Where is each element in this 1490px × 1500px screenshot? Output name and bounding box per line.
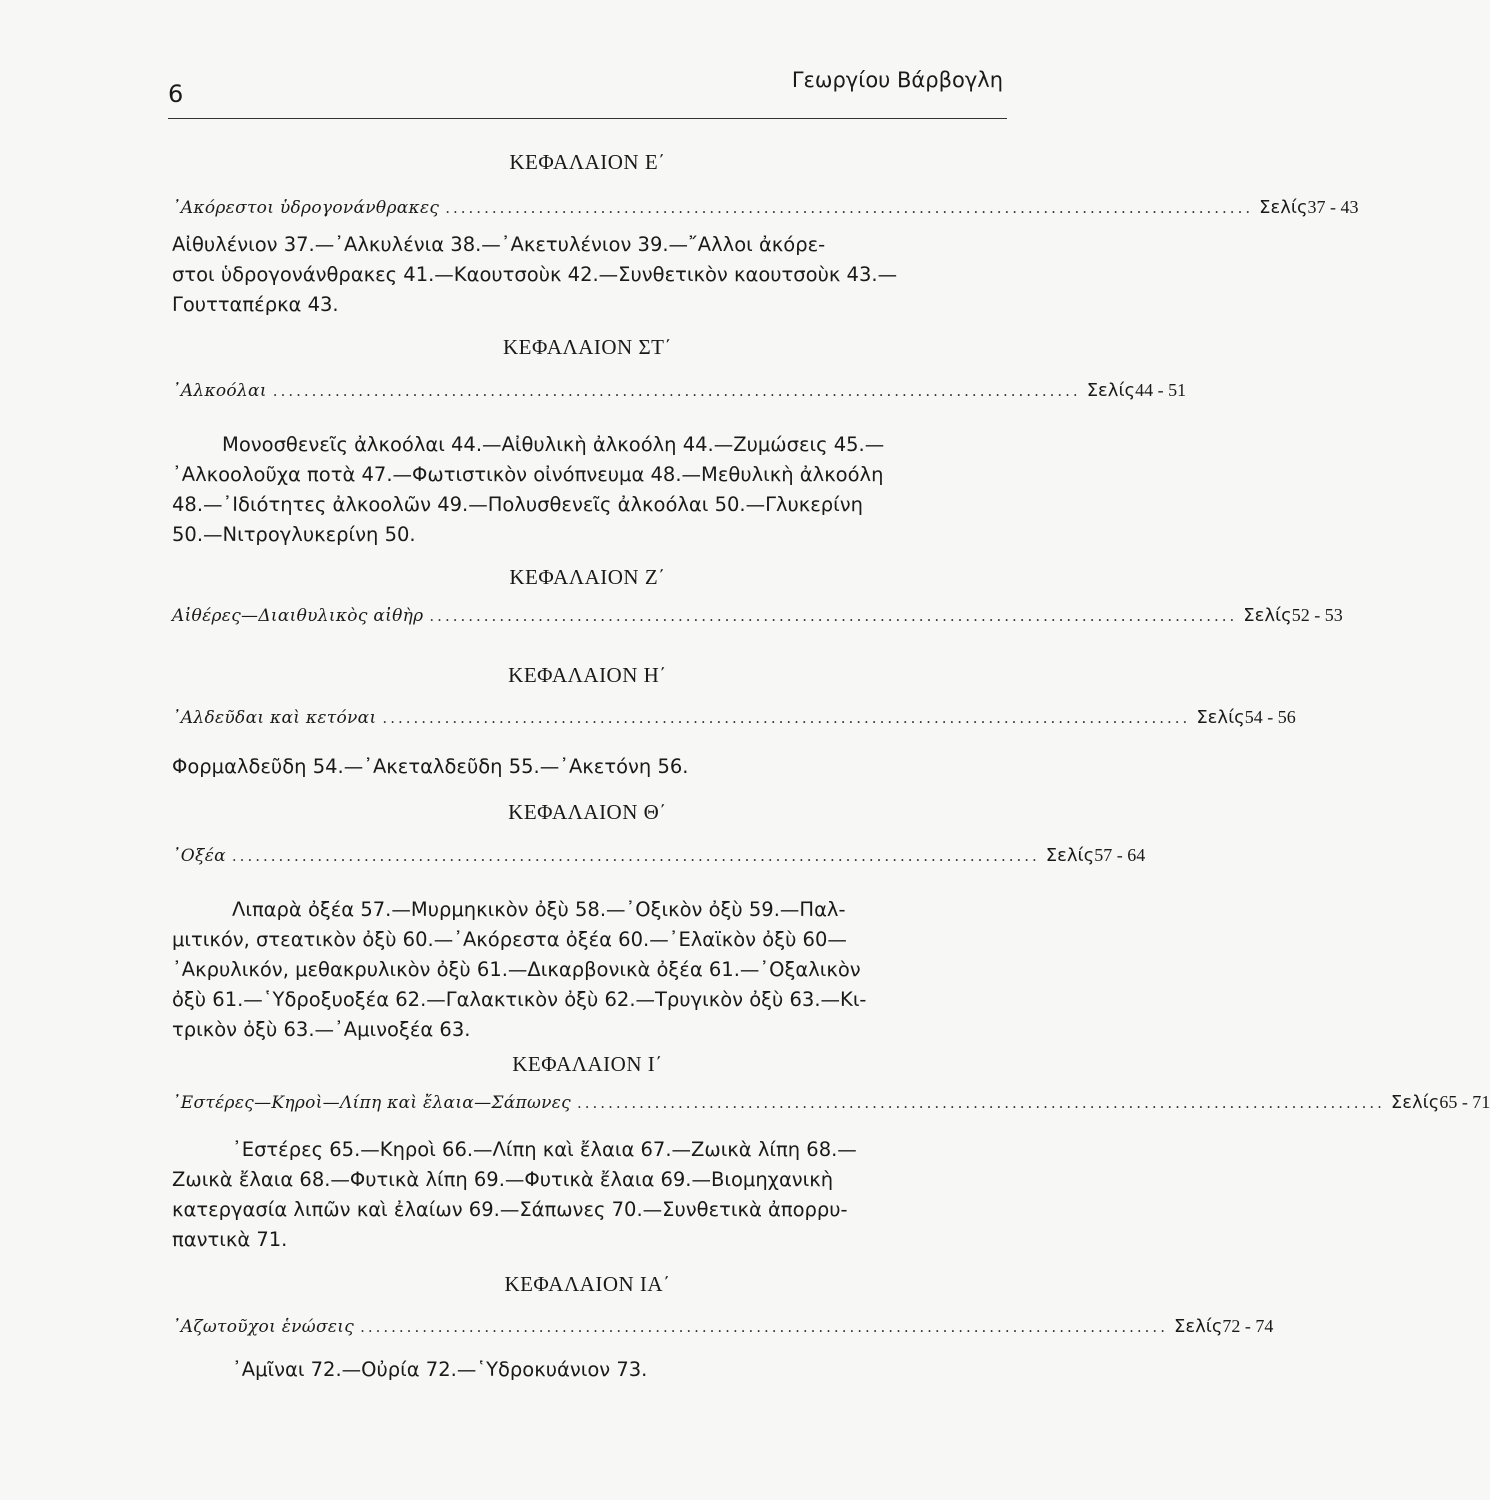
contents-line: 50.—Νιτρογλυκερίνη 50. <box>172 523 416 546</box>
toc-entry <box>172 380 1187 401</box>
header-rule <box>168 118 1007 119</box>
toc-entry <box>172 197 1359 218</box>
chapter-heading: ΚΕΦΑΛΑΙΟΝ Ι΄ <box>512 1052 663 1076</box>
page-number: 6 <box>168 80 184 108</box>
contents-line: ᾽Ακρυλικόν, μεθακρυλικὸν ὀξὺ 61.—Δικαρβονικὰ ὀξέα 61.—᾽Οξαλικὸν <box>172 958 861 981</box>
entry-title: ᾽Ακόρεστοι ὑδρογονάνθρακες <box>172 198 440 218</box>
dot-leader: ........................................................................................................ <box>360 1318 1168 1336</box>
entry-pages: 65 - 71 <box>1439 1092 1490 1112</box>
chapter-contents <box>172 430 910 550</box>
entry-title: ᾽Αζωτοῦχοι ἑνώσεις <box>172 1317 355 1337</box>
contents-line: Μονοσθενεῖς ἀλκοόλαι 44.—Αἰθυλικὴ ἀλκοόλη 44.—Ζυμώσεις 45.— <box>222 433 885 456</box>
contents-line: Αἰθυλένιον 37.—᾽Αλκυλένια 38.—᾽Ακετυλένιον 39.—῎Αλλοι ἀκόρε- <box>172 233 826 256</box>
contents-line: κατεργασία λιπῶν καὶ ἐλαίων 69.—Σάπωνες 70.—Συνθετικὰ ἀπορρυ- <box>172 1198 848 1221</box>
chapter-contents <box>172 1355 910 1385</box>
entry-title: ᾽Αλδεῦδαι καὶ κετόναι <box>172 708 377 728</box>
selis-label: Σελίς <box>1390 1092 1440 1113</box>
entry-title: Αἰθέρες—Διαιθυλικὸς αἰθὴρ <box>172 606 424 626</box>
entry-title: ᾽Αλκοόλαι <box>172 381 267 401</box>
dot-leader: ........................................................................................................ <box>272 382 1081 400</box>
chapter-heading: ΚΕΦΑΛΑΙΟΝ ΣΤ΄ <box>502 335 672 359</box>
entry-pages: 37 - 43 <box>1307 197 1359 217</box>
selis-label: Σελίς <box>1086 380 1136 401</box>
contents-line: ὀξὺ 61.—῾Υδροξυοξέα 62.—Γαλακτικὸν ὀξὺ 62.—Τρυγικὸν ὀξὺ 63.—Κι- <box>172 988 867 1011</box>
contents-line: ᾽Αμῖναι 72.—Οὐρία 72.—῾Υδροκυάνιον 73. <box>232 1358 648 1381</box>
chapter-heading: ΚΕΦΑΛΑΙΟΝ Θ΄ <box>508 800 667 824</box>
entry-title: ᾽Οξέα <box>172 846 226 866</box>
dot-leader: ........................................................................................................ <box>445 199 1254 217</box>
selis-label: Σελίς <box>1243 605 1292 626</box>
chapter-contents <box>172 1135 910 1255</box>
running-title: Γεωργίου Βάρβογλη <box>791 68 1003 92</box>
selis-label: Σελίς <box>1045 845 1095 866</box>
dot-leader: ........................................................................................................ <box>231 847 1040 865</box>
contents-line: Γουτταπέρκα 43. <box>172 293 339 316</box>
entry-pages: 54 - 56 <box>1244 707 1296 727</box>
toc-entry <box>172 1316 1274 1337</box>
contents-line: μιτικόν, στεατικὸν ὀξὺ 60.—᾽Ακόρεστα ὀξέα 60.—᾽Ελαϊκὸν ὀξὺ 60— <box>172 928 847 951</box>
toc-entry <box>172 605 1343 626</box>
entry-pages: 72 - 74 <box>1222 1316 1274 1336</box>
chapter-heading: ΚΕΦΑΛΑΙΟΝ Ζ΄ <box>509 565 666 589</box>
toc-entry <box>172 845 1146 866</box>
toc-entry <box>172 707 1296 728</box>
entry-title: ᾽Εστέρες—Κηροὶ—Λίπη καὶ ἔλαια—Σάπωνες <box>172 1093 571 1113</box>
selis-label: Σελίς <box>1196 707 1245 728</box>
chapter-heading: ΚΕΦΑΛΑΙΟΝ ΙΑ΄ <box>504 1272 671 1296</box>
contents-line: 48.—᾽Ιδιότητες ἀλκοολῶν 49.—Πολυσθενεῖς ἀλκοόλαι 50.—Γλυκερίνη <box>172 493 864 516</box>
contents-line: Φορμαλδεῦδη 54.—᾽Ακεταλδεῦδη 55.—᾽Ακετόνη 56. <box>172 755 689 778</box>
chapter-heading: ΚΕΦΑΛΑΙΟΝ Ε΄ <box>509 150 666 174</box>
entry-pages: 52 - 53 <box>1291 605 1343 625</box>
selis-label: Σελίς <box>1173 1316 1223 1337</box>
chapter-heading: ΚΕΦΑΛΑΙΟΝ Η΄ <box>508 663 667 687</box>
contents-line: παντικὰ 71. <box>172 1228 288 1251</box>
chapter-contents <box>172 895 910 1045</box>
contents-line: τρικὸν ὀξὺ 63.—᾽Αμινοξέα 63. <box>172 1018 471 1041</box>
dot-leader: ........................................................................................................ <box>382 709 1191 727</box>
toc-entry <box>172 1092 1490 1113</box>
contents-line: Ζωικὰ ἔλαια 68.—Φυτικὰ λίπη 69.—Φυτικὰ ἔλαια 69.—Βιομηχανικὴ <box>172 1168 834 1191</box>
contents-line: ᾽Εστέρες 65.—Κηροὶ 66.—Λίπη καὶ ἔλαια 67.—Ζωικὰ λίπη 68.— <box>232 1138 857 1161</box>
dot-leader: ........................................................................................................ <box>577 1094 1385 1112</box>
selis-label: Σελίς <box>1259 197 1308 218</box>
entry-pages: 57 - 64 <box>1094 845 1146 865</box>
entry-pages: 44 - 51 <box>1135 380 1187 400</box>
chapter-contents <box>172 752 910 782</box>
chapter-contents <box>172 230 910 320</box>
contents-line: στοι ὑδρογονάνθρακες 41.—Καουτσοὺκ 42.—Συνθετικὸν καουτσοὺκ 43.— <box>172 263 898 286</box>
contents-line: Λιπαρὰ ὀξέα 57.—Μυρμηκικὸν ὀξὺ 58.—᾽Οξικὸν ὀξὺ 59.—Παλ- <box>232 898 846 921</box>
dot-leader: ........................................................................................................ <box>429 607 1238 625</box>
contents-line: ᾽Αλκοολοῦχα ποτὰ 47.—Φωτιστικὸν οἰνόπνευμα 48.—Μεθυλικὴ ἀλκοόλη <box>172 463 884 486</box>
